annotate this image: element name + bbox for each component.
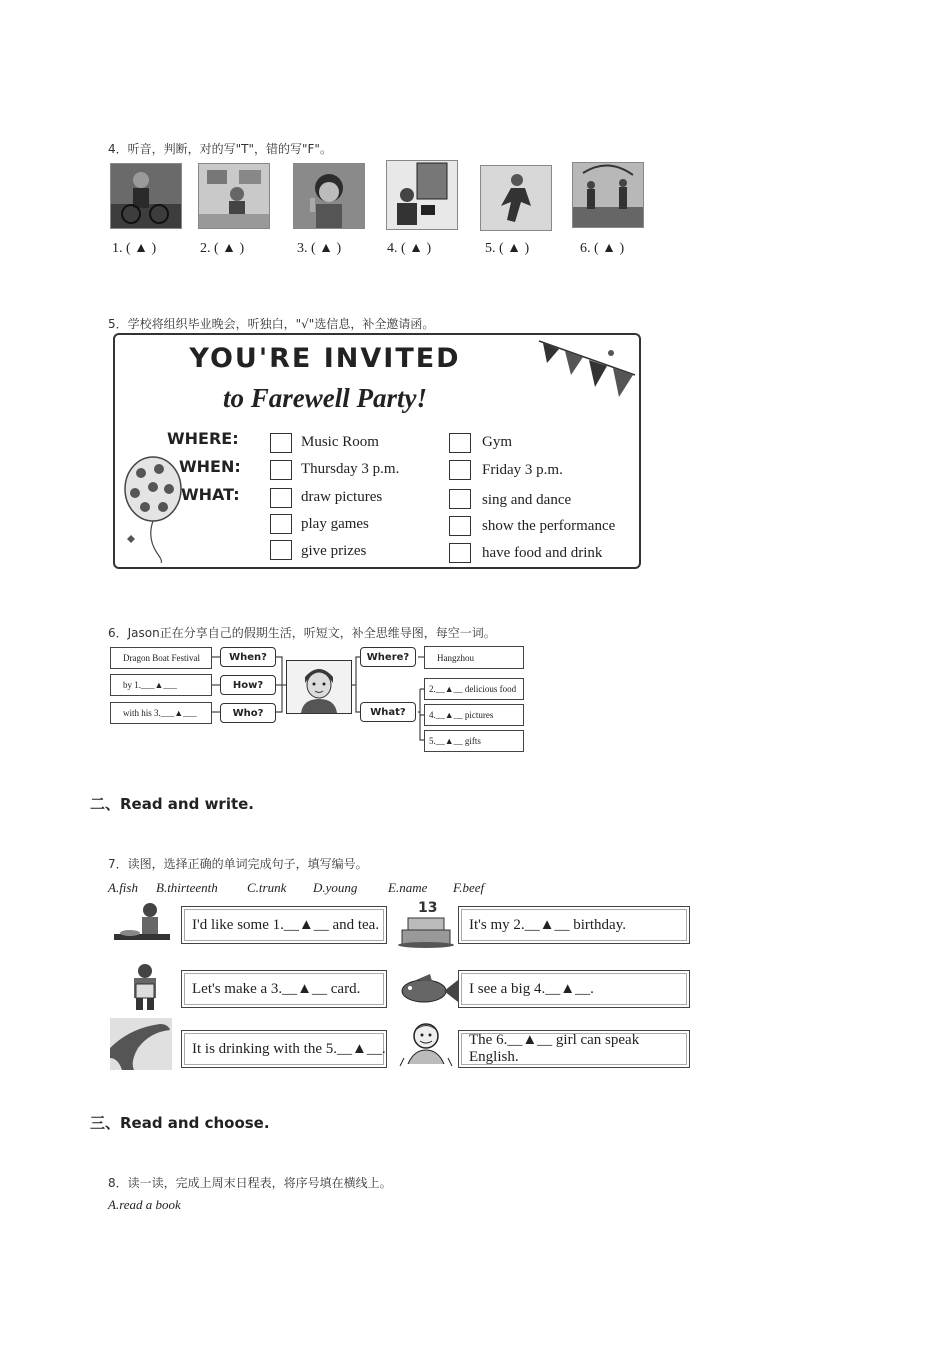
balloon-icon — [117, 453, 187, 563]
q4-label-5: 5. ( ▲ ) — [485, 241, 530, 256]
option-friday: Friday 3 p.m. — [482, 462, 563, 478]
checkbox-food-and-drink[interactable] — [449, 543, 471, 563]
mindmap-where-node: Where? — [360, 647, 416, 667]
checkbox-thursday[interactable] — [270, 460, 292, 480]
bunting-icon — [535, 335, 637, 415]
mindmap-how-node: How? — [220, 675, 276, 695]
checkbox-show-performance[interactable] — [449, 516, 471, 536]
option-sing-and-dance: sing and dance — [482, 492, 572, 508]
invitation-heading: YOU'RE INVITED — [189, 343, 461, 374]
svg-text:13: 13 — [418, 900, 438, 916]
q7-pic-young-girl — [396, 1018, 458, 1070]
checkbox-sing-and-dance[interactable] — [449, 489, 471, 509]
q4-label-4: 4. ( ▲ ) — [387, 241, 432, 256]
option-give-prizes: give prizes — [301, 543, 367, 559]
q4-label-1: 1. ( ▲ ) — [112, 241, 157, 256]
q4-label-6: 6. ( ▲ ) — [580, 241, 625, 256]
mindmap-how-blank[interactable]: by 1.___▲___ — [110, 674, 212, 696]
option-draw-pictures: draw pictures — [301, 489, 383, 505]
option-show-performance: show the performance — [482, 518, 616, 534]
q7-option-d: D.young — [313, 880, 358, 895]
q4-title: 4．听音，判断，对的写"T"，错的写"F"。 — [108, 142, 332, 156]
q7-sentence-6[interactable]: The 6.__▲__ girl can speak English. — [458, 1030, 690, 1068]
q4-photo-4 — [386, 160, 458, 230]
mindmap-who-node: Who? — [220, 703, 276, 723]
invitation-subheading: to Farewell Party! — [223, 383, 427, 413]
q7-option-e: E.name — [388, 880, 428, 895]
q7-pic-birthday-cake — [396, 898, 458, 948]
q7-option-a: A.fish — [108, 880, 138, 895]
q4-label-2: 2. ( ▲ ) — [200, 241, 245, 256]
mindmap-what-blank-2[interactable]: 2.__▲__ delicious food — [424, 678, 524, 700]
q7-pic-boy-card — [120, 962, 170, 1012]
option-gym: Gym — [482, 434, 512, 450]
q7-pic-boy-eating — [110, 900, 172, 950]
checkbox-music-room[interactable] — [270, 433, 292, 453]
section-3-title: 三、Read and choose. — [90, 1114, 270, 1132]
when-label: WHEN: — [179, 457, 241, 476]
q7-pic-elephant-trunk — [110, 1018, 172, 1070]
option-food-and-drink: have food and drink — [482, 545, 603, 561]
q7-title: 7．读图，选择正确的单词完成句子，填写编号。 — [108, 857, 368, 871]
q4-photo-5 — [480, 165, 552, 231]
invitation-card — [113, 333, 641, 569]
q4-photo-1 — [110, 163, 182, 229]
q7-option-b: B.thirteenth — [156, 880, 218, 895]
checkbox-give-prizes[interactable] — [270, 540, 292, 560]
q5-title: 5．学校将组织毕业晚会，听独白，"√"选信息，补全邀请函。 — [108, 317, 435, 331]
q4-label-3: 3. ( ▲ ) — [297, 241, 342, 256]
q8-title: 8．读一读，完成上周末日程表，将序号填在横线上。 — [108, 1176, 392, 1190]
option-thursday: Thursday 3 p.m. — [301, 461, 400, 477]
mindmap-what-blank-4[interactable]: 4.__▲__ pictures — [424, 704, 524, 726]
q7-option-c: C.trunk — [247, 880, 287, 895]
q7-sentence-1[interactable]: I'd like some 1.__▲__ and tea. — [181, 906, 387, 944]
where-label: WHERE: — [167, 429, 239, 448]
q4-photo-6 — [572, 162, 644, 228]
q6-title: 6．Jason正在分享自己的假期生活，听短文，补全思维导图，每空一词。 — [108, 626, 496, 640]
checkbox-friday[interactable] — [449, 460, 471, 480]
q7-sentence-3[interactable]: Let's make a 3.__▲__ card. — [181, 970, 387, 1008]
mindmap-what-blank-5[interactable]: 5.__▲__ gifts — [424, 730, 524, 752]
checkbox-play-games[interactable] — [270, 514, 292, 534]
q7-pic-fish — [396, 966, 458, 1016]
mindmap-when-answer: Dragon Boat Festival — [110, 647, 212, 669]
q7-sentence-5[interactable]: It is drinking with the 5.__▲__. — [181, 1030, 387, 1068]
checkbox-draw-pictures[interactable] — [270, 488, 292, 508]
q7-sentence-2[interactable]: It's my 2.__▲__ birthday. — [458, 906, 690, 944]
option-music-room: Music Room — [301, 434, 379, 450]
mindmap-when-node: When? — [220, 647, 276, 667]
q7-sentence-4[interactable]: I see a big 4.__▲__. — [458, 970, 690, 1008]
section-2-title: 二、Read and write. — [90, 795, 255, 813]
option-play-games: play games — [301, 516, 369, 532]
mindmap-where-answer: Hangzhou — [424, 646, 524, 669]
q4-photo-2 — [198, 163, 270, 229]
jason-avatar — [286, 660, 352, 714]
mindmap-what-node: What? — [360, 702, 416, 722]
q7-option-f: F.beef — [453, 880, 485, 895]
what-label: WHAT: — [181, 485, 240, 504]
q4-photo-3 — [293, 163, 365, 229]
checkbox-gym[interactable] — [449, 433, 471, 453]
mindmap-who-blank[interactable]: with his 3.___▲___ — [110, 702, 212, 724]
q8-option-a: A.read a book — [108, 1197, 181, 1212]
